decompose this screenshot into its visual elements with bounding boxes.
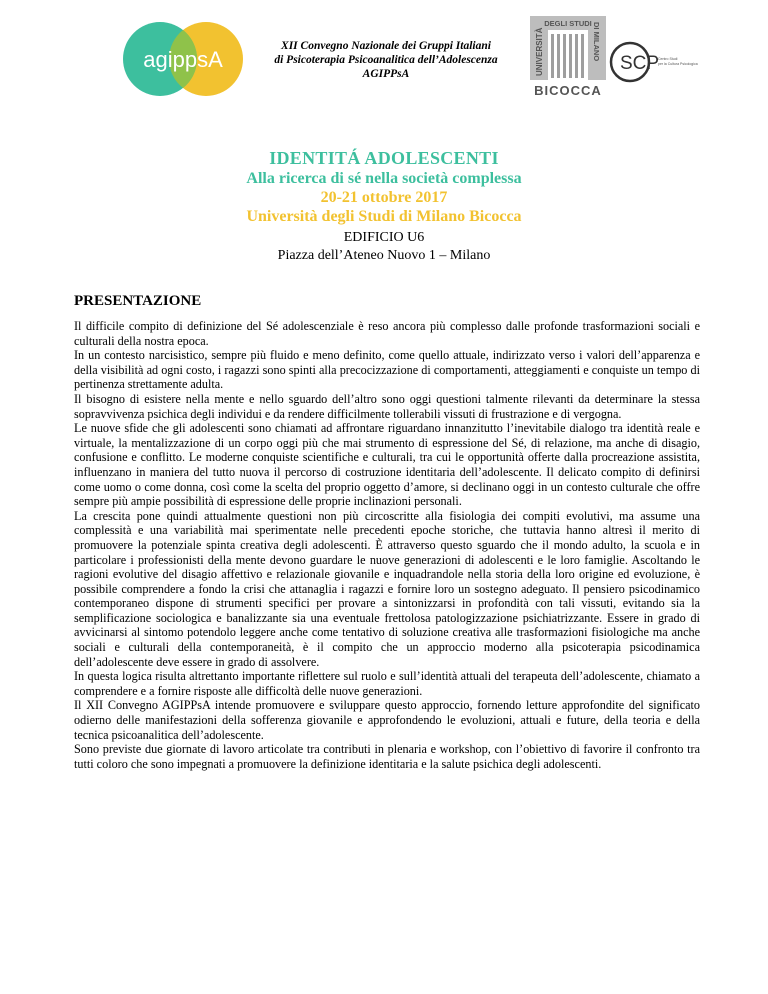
- paragraph: In un contesto narcisistico, sempre più fluido e meno definito, come quello attuale, indirizzato verso i valori dell’apparenza e della visibilità ad ogni costo, i ragazzi sono spinti alla precocizzazione di comportamenti, atteggiamenti e conquiste un tempo di pertinenza strettamente adulta.: [74, 348, 700, 392]
- event-title: IDENTITÁ ADOLESCENTI: [269, 148, 499, 168]
- bicocca-vertical-text-1: UNIVERSITÀ: [535, 27, 544, 76]
- cscp-small-text-1: Centro Studi: [658, 57, 678, 61]
- agippsa-logo: [113, 22, 253, 97]
- bicocca-bottom-text: BICOCCA: [534, 83, 602, 98]
- paragraph: Il XII Convegno AGIPPsA intende promuovere e sviluppare questo approccio, fornendo letture approfondite del significato odierno delle manifestazioni della sofferenza giovanile e approfondendo le evoluzioni, attuali e future, della teoria e della tecnica psicoanalitica dell’adolescente.: [74, 698, 700, 742]
- section-heading: PRESENTAZIONE: [74, 293, 202, 309]
- event-subtitle: Alla ricerca di sé nella società complessa: [246, 170, 522, 187]
- event-address: Piazza dell’Ateneo Nuovo 1 – Milano: [277, 248, 491, 263]
- presentation-body: [74, 319, 700, 771]
- event-title-block: [0, 148, 768, 265]
- agippsa-logo-text: agippsA: [143, 47, 223, 72]
- cscp-logo-text: SCP: [620, 53, 660, 74]
- event-building: EDIFICIO U6: [343, 230, 425, 245]
- convegno-header: [255, 39, 517, 81]
- event-dates: 20-21 ottobre 2017: [320, 189, 448, 206]
- cscp-logo: [610, 38, 698, 86]
- paragraph: In questa logica risulta altrettanto importante riflettere sul ruolo e sull’identità attuali del terapeuta dell’adolescente, chiamato a comprendere e a fornire risposte alle difficoltà delle nuove generazioni.: [74, 669, 700, 698]
- paragraph: La crescita pone quindi attualmente questioni non più circoscritte alla fisiologia dei compiti evolutivi, ma assume una complessità e una variabilità mai sperimentate nelle precedenti epoche storiche, che tuttavia hanno altresì il merito di promuovere la potenziale spinta creativa degli adolescenti. È attraverso questo sguardo che il mondo adulto, la scuola e in particolare i professionisti della mente devono guardare le nuove generazioni di adolescenti e le loro famiglie. Ascoltando le ragioni evolutive del disagio affettivo e relazionale giovanile e inquadrandole nella storia della loro origine ed evoluzione, è possibile comprendere a fondo la crisi che attanaglia i ragazzi e fornire loro un sostegno adeguato. Il pensiero psicodinamico contemporaneo dispone di strumenti specifici per provare a sintonizzarsi in profondità con tali vissuti, evitando sia la semplificazione sociologica e banalizzante sia una eventuale frettolosa patologizzazione psichiatrizzante. Essere in grado di avvicinarsi al sintomo potendolo leggere anche come tentativo di soluzione creativa alle trasformazioni fisiologiche ma anche sociali e culturali della contemporaneità, è il compito che un approccio moderno alla psicoterapia psicodinamica dell’adolescente deve essere in grado di assolvere.: [74, 508, 700, 669]
- paragraph: Le nuove sfide che gli adolescenti sono chiamati ad affrontare riguardano innanzitutto l’inevitabile dialogo tra identità reale e virtuale, la mentalizzazione di un corpo oggi più che mai strumento di espressione del Sé, di relazione, ma anche di disagio, confusione e conflitto. Le moderne conquiste scientifiche e culturali, tra cui le opportunità offerte dalla procreazione assistita, influenzano in maniera del tutto nuova il percorso di costruzione identitaria dell’adolescente. Il delicato compito di definirsi come uomo o come donna, così come la scelta del proprio oggetto d’amore, si declinano oggi in un contesto culturale che offre sempre più ampie possibilità di espressione delle proprie inclinazioni personali.: [74, 421, 700, 509]
- bicocca-logo: [530, 16, 606, 98]
- bicocca-vertical-text-2: DI MILANO: [592, 22, 601, 62]
- cscp-small-text-2: per la Cultura Psicologica: [658, 62, 698, 66]
- paragraph: Sono previste due giornate di lavoro articolate tra contributi in plenaria e workshop, con l’obiettivo di favorire il confronto tra tutti coloro che sono impegnati a promuovere la definizione identitaria e la salute psichica degli adolescenti.: [74, 742, 700, 771]
- convegno-line-3: AGIPPsA: [362, 68, 410, 80]
- bicocca-top-text: DEGLI STUDI: [544, 19, 592, 28]
- paragraph: Il difficile compito di definizione del Sé adolescenziale è reso ancora più complesso dalle profonde trasformazioni sociali e culturali della nostra epoca.: [74, 319, 700, 348]
- convegno-line-1: XII Convegno Nazionale dei Gruppi Italiani: [281, 40, 491, 52]
- convegno-line-2: di Psicoterapia Psicoanalitica dell’Adolescenza: [274, 54, 498, 66]
- paragraph: Il bisogno di esistere nella mente e nello sguardo dell’altro sono oggi questioni talmente rilevanti da determinare la stessa sopravvivenza psichica degli individui e da rendere difficilmente tollerabili vissuti di frustrazione e di vergogna.: [74, 391, 700, 421]
- event-university: Università degli Studi di Milano Bicocca: [246, 208, 522, 225]
